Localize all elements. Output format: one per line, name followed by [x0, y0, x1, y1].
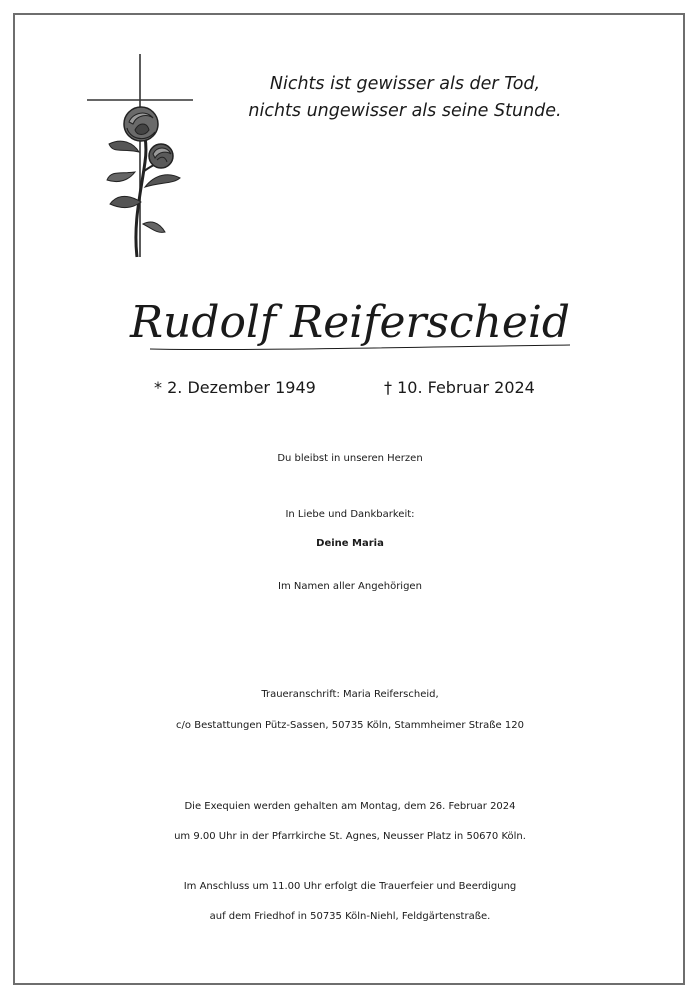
funeral-line-2: auf dem Friedhof in 50735 Köln-Niehl, Feldgärtenstraße. [209, 911, 491, 922]
name-signature [120, 287, 580, 367]
mourner-name: Deine Maria [316, 538, 384, 549]
death-date: † 10. Februar 2024 [384, 378, 535, 397]
family-line: Im Namen aller Angehörigen [278, 581, 422, 592]
remembrance-message: Du bleibst in unseren Herzen [277, 453, 423, 464]
exequien-line-2: um 9.00 Uhr in der Pfarrkirche St. Agnes, Neusser Platz in 50670 Köln. [174, 831, 526, 842]
quote-line-1: Nichts ist gewisser als der Tod, [269, 74, 541, 94]
quote-line-2: nichts ungewisser als seine Stunde. [248, 101, 562, 121]
birth-date: * 2. Dezember 1949 [154, 378, 316, 397]
closing-line: In Liebe und Dankbarkeit: [285, 509, 415, 520]
address-line-2: c/o Bestattungen Pütz-Sassen, 50735 Köln, Stammheimer Straße 120 [176, 720, 524, 731]
epitaph-quote [215, 71, 595, 125]
cross-with-rose-icon [85, 52, 195, 262]
funeral-line-1: Im Anschluss um 11.00 Uhr erfolgt die Trauerfeier und Beerdigung [183, 881, 517, 892]
name-signature-text: Rudolf Reiferscheid [129, 297, 570, 348]
address-line-1: Traueranschrift: Maria Reiferscheid, [261, 689, 439, 700]
exequien-line-1: Die Exequien werden gehalten am Montag, dem 26. Februar 2024 [184, 801, 516, 812]
